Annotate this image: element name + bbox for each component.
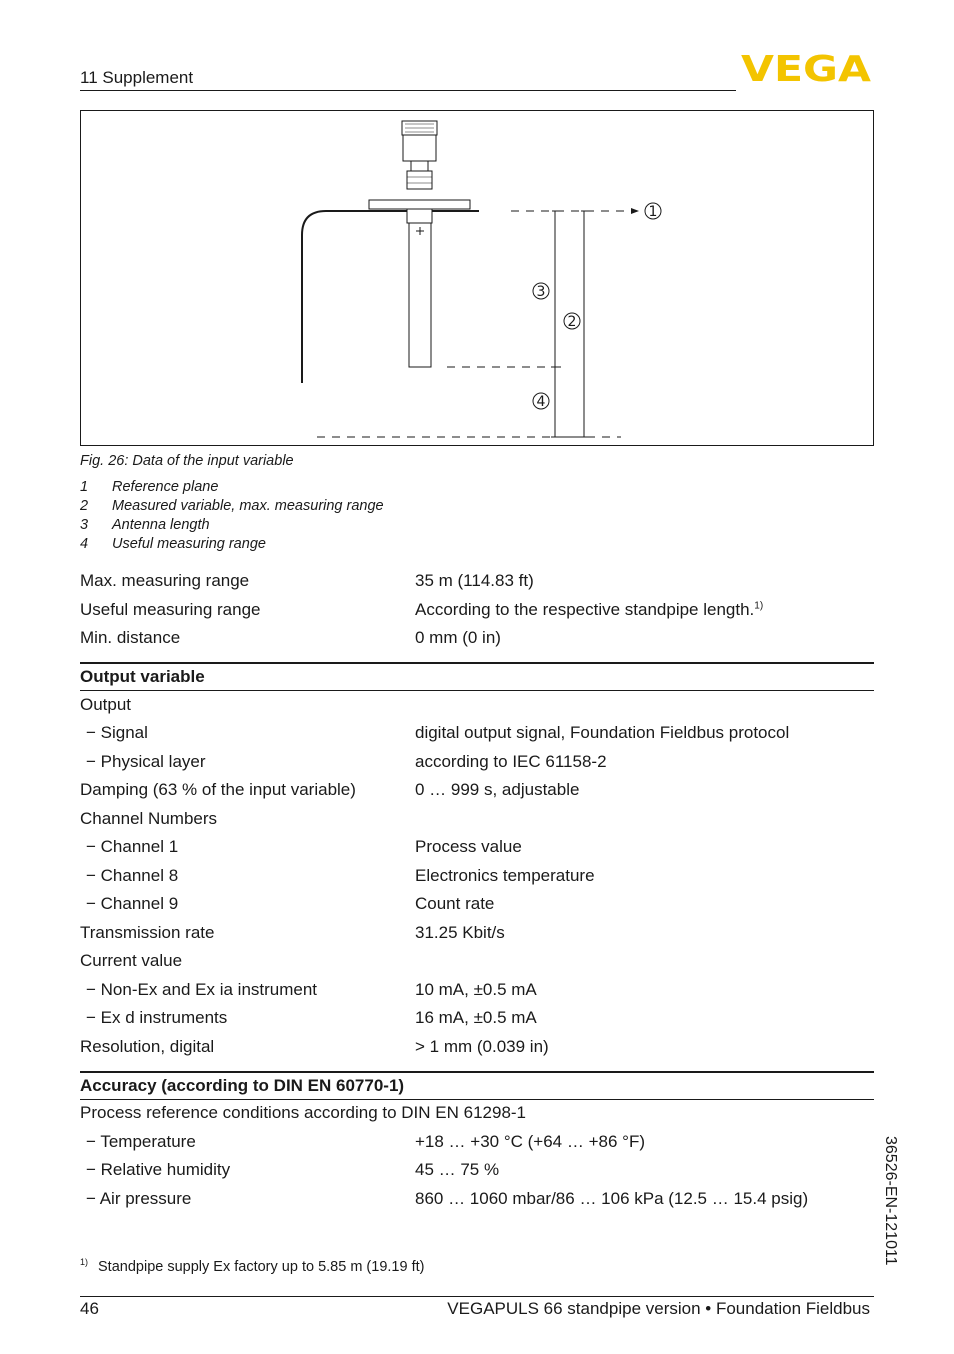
spec-row: Damping (63 % of the input variable) 0 … 999 s, adjustable	[80, 780, 580, 799]
vega-logo	[741, 52, 873, 84]
section-title-output: Output variable	[80, 667, 205, 686]
legend-item: 4 Useful measuring range	[80, 536, 266, 552]
spec-row: − Ex d instruments 16 mA, ±0.5 mA	[86, 1008, 537, 1027]
spec-row: − Channel 9 Count rate	[86, 894, 495, 913]
standpipe-wall	[302, 211, 379, 383]
antenna-rod	[409, 223, 431, 367]
sensor-neck	[411, 161, 428, 171]
process-flange	[369, 200, 470, 209]
spec-row: − Physical layer according to IEC 61158-2	[86, 752, 607, 771]
label-3	[533, 283, 549, 300]
spec-row: − Channel 8 Electronics temperature	[86, 866, 595, 885]
spec-row: − Relative humidity 45 … 75 %	[86, 1160, 500, 1179]
spec-row: − Air pressure 860 … 1060 mbar/86 … 106 kPa (12.5 … 15.4 psig)	[86, 1189, 809, 1208]
spec-row: Channel Numbers	[80, 809, 218, 828]
document-id: 36526-EN-121011	[882, 1136, 899, 1266]
spec-row: − Signal digital output signal, Foundation Fieldbus protocol	[86, 723, 790, 742]
spec-row: Transmission rate 31.25 Kbit/s	[80, 923, 505, 942]
spec-row: Process reference conditions according to DIN EN 61298-1	[80, 1103, 527, 1122]
svg-text:4: 4	[536, 394, 546, 410]
figure-frame	[80, 110, 874, 446]
footnote-ref: 1)	[754, 600, 764, 612]
footnote: $^{1)}$ Standpipe supply Ex factory up to 5.85 m (19.19 ft)	[80, 1257, 425, 1275]
svg-text:1: 1	[648, 204, 658, 220]
footer-document-title: VEGAPULS 66 standpipe version • Foundation Fieldbus	[447, 1299, 870, 1318]
page-number: 46	[80, 1299, 99, 1318]
section-title-accuracy: Accuracy (according to DIN EN 60770-1)	[80, 1076, 405, 1095]
label-4	[533, 393, 549, 410]
spec-row: − Non-Ex and Ex ia instrument 10 mA, ±0.5 mA	[86, 980, 537, 999]
spec-row: Resolution, digital > 1 mm (0.039 in)	[80, 1037, 549, 1056]
spec-row: Max. measuring range 35 m (114.83 ft)	[80, 571, 534, 590]
sensor-housing	[403, 135, 436, 161]
header-section-title: 11 Supplement	[80, 68, 194, 87]
legend-item: 2 Measured variable, max. measuring range	[80, 498, 384, 514]
figure-caption: Fig. 26: Data of the input variable	[80, 453, 294, 469]
spec-row: Current value	[80, 951, 183, 970]
spec-row: − Temperature +18 … +30 °C (+64 … +86 °F)	[86, 1132, 645, 1151]
reference-arrow	[631, 208, 639, 214]
footer-divider	[80, 1296, 874, 1297]
svg-text:VEGA: VEGA	[741, 52, 872, 84]
spec-row: − Channel 1 Process value	[86, 837, 522, 856]
spec-row: Output	[80, 695, 132, 714]
legend-item: 3 Antenna length	[80, 517, 210, 533]
section-divider	[80, 1071, 874, 1073]
spec-row: Useful measuring range According to the respective standpipe length.$^{1)}$	[80, 600, 764, 619]
section-divider	[80, 690, 874, 691]
legend-item: 1 Reference plane	[80, 479, 219, 495]
sensor-nut	[407, 171, 432, 189]
standpipe-diagram	[81, 111, 875, 447]
section-divider	[80, 662, 874, 664]
svg-text:3: 3	[536, 284, 546, 300]
figure-legend	[80, 479, 384, 555]
svg-text:2: 2	[567, 314, 577, 330]
label-1	[645, 203, 661, 220]
header-divider	[80, 90, 736, 91]
spec-row: Min. distance 0 mm (0 in)	[80, 628, 501, 647]
label-2	[564, 313, 580, 330]
flange-seal	[407, 209, 432, 223]
section-divider	[80, 1099, 874, 1100]
